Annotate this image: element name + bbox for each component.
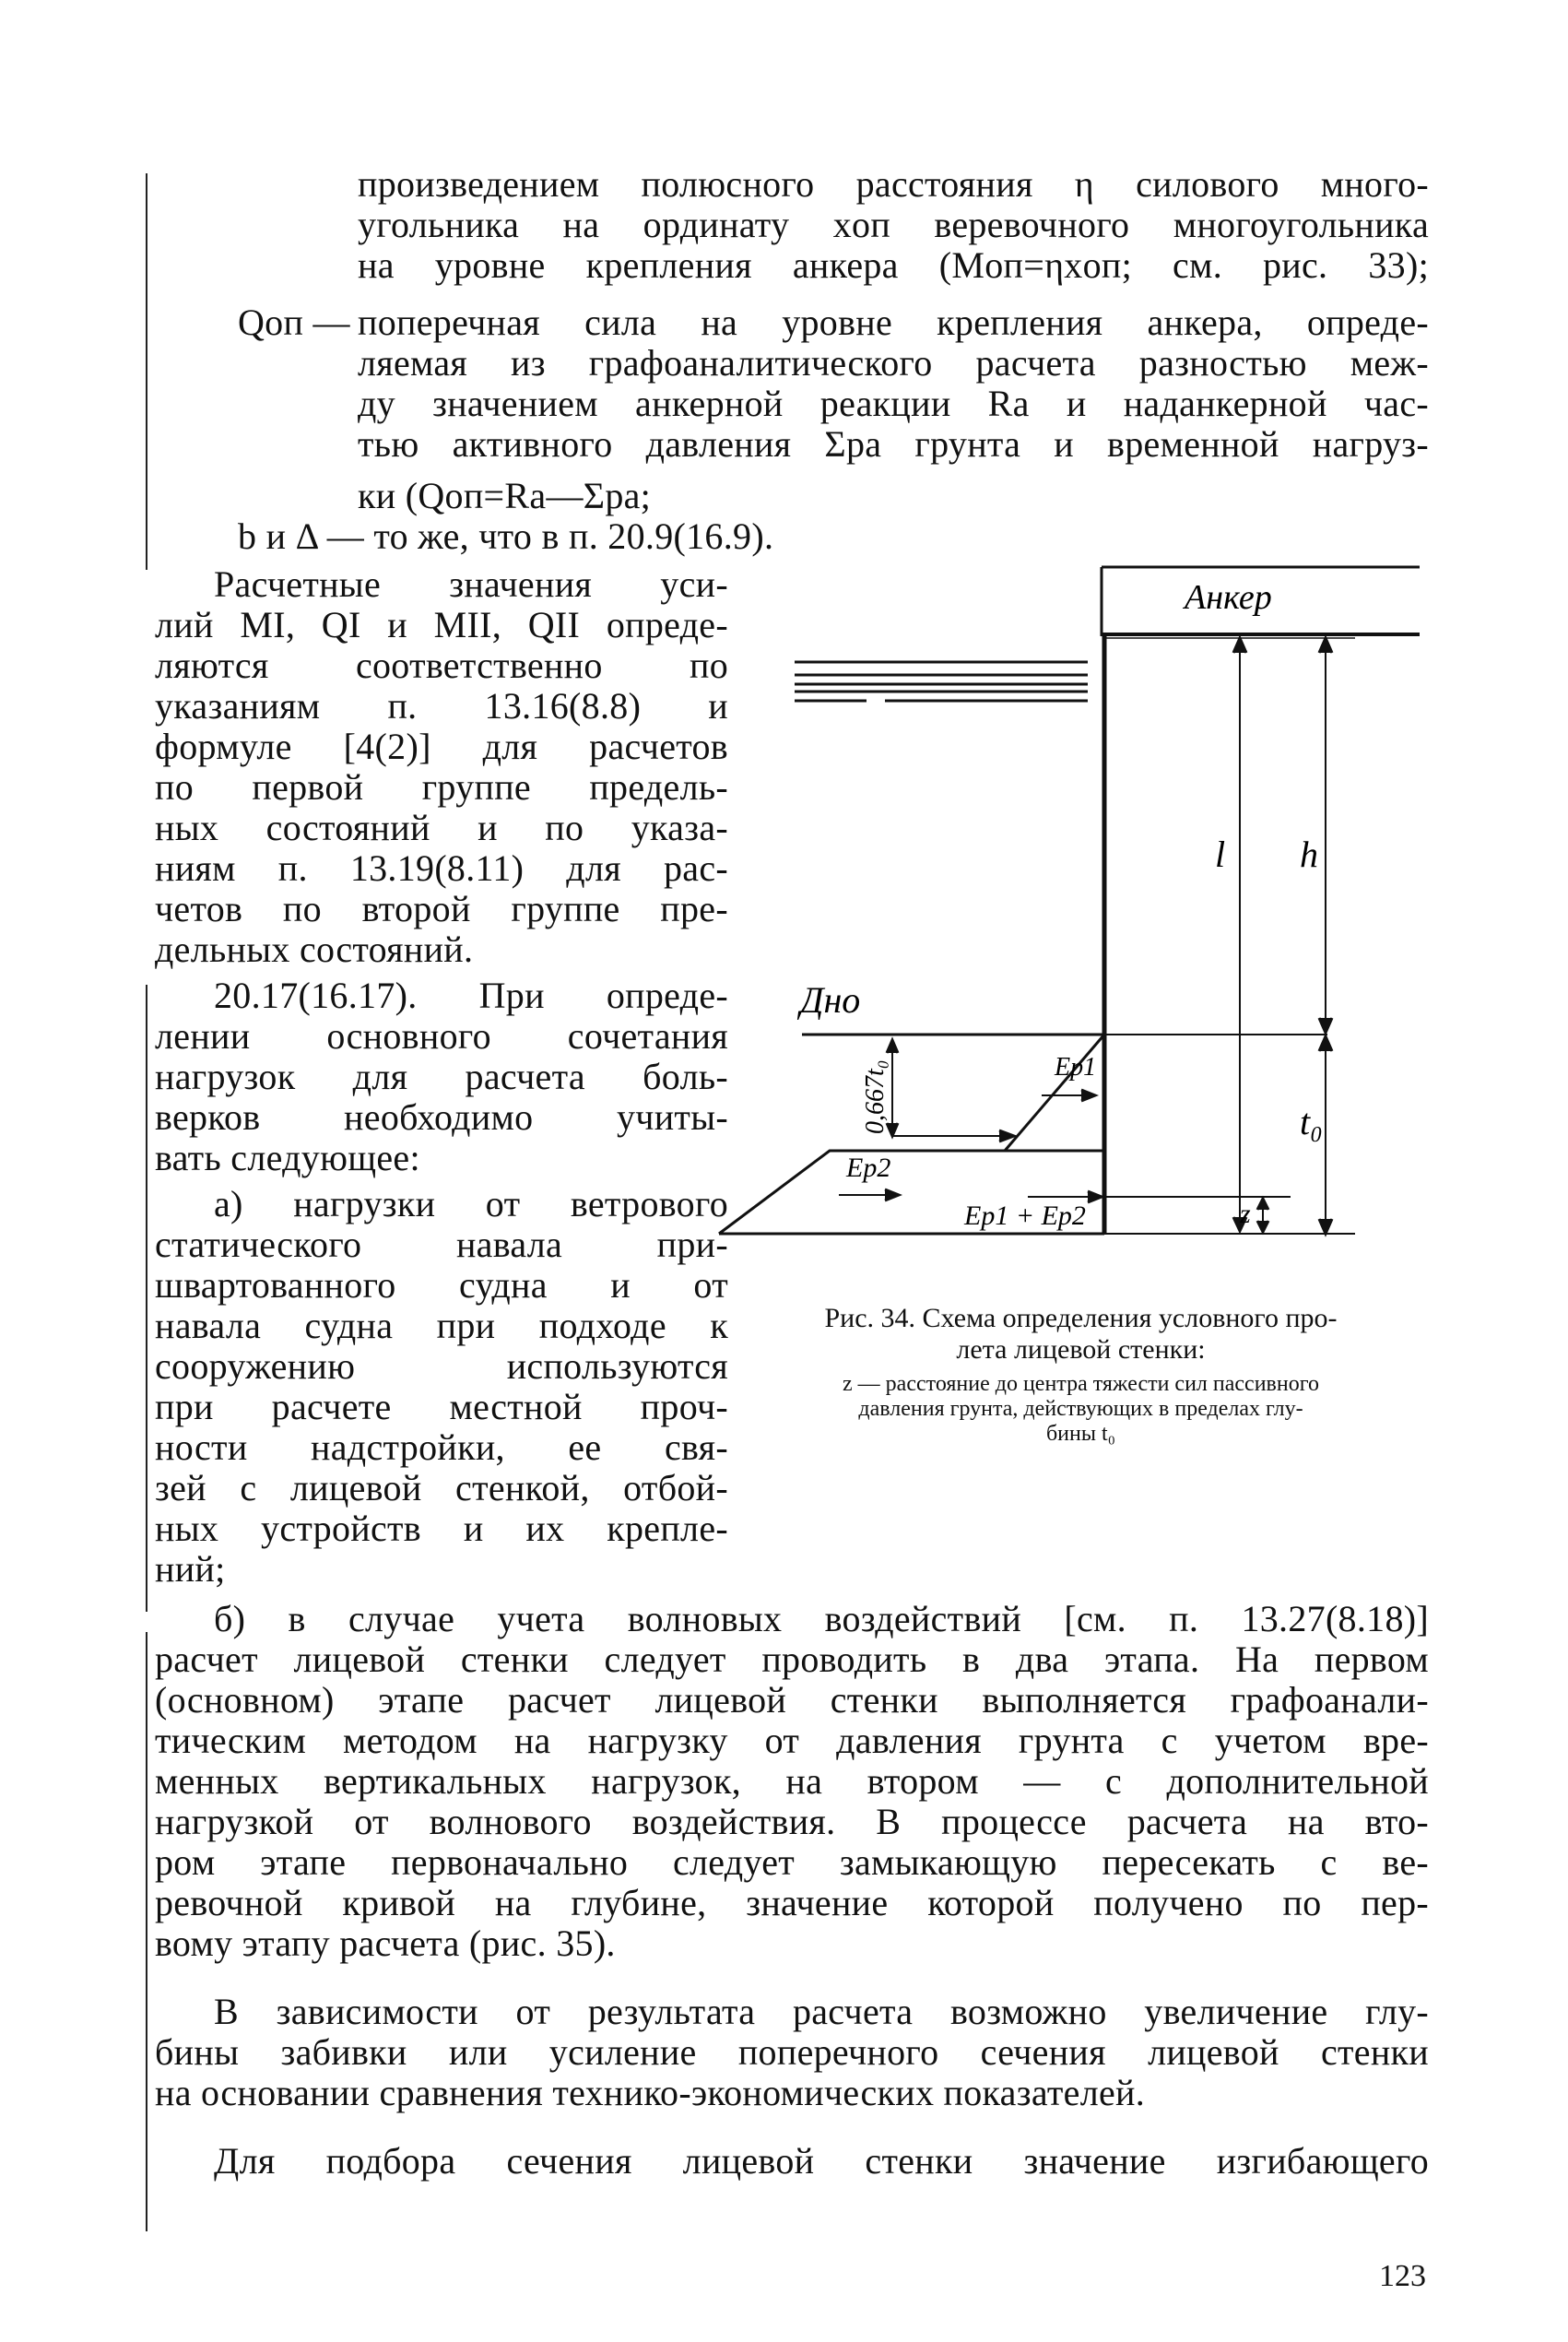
ep1-label: Ep1 <box>1055 1053 1097 1082</box>
bottom-line-6: нагрузкой от волнового воздействия. В процессе расчета на вто- <box>155 1801 1429 1842</box>
bottom-line-2: расчет лицевой стенки следует проводить в два этапа. На первом <box>155 1638 1429 1680</box>
left-line-14: верков необходимо учиты- <box>155 1096 728 1138</box>
bottom-label: Дно <box>800 979 861 1021</box>
left-line-11: 20.17(16.17). При опреде- <box>214 975 728 1016</box>
figure-caption-title-2: лета лицевой стенки: <box>956 1334 1206 1365</box>
b-delta-line: b и Δ — то же, что в п. 20.9(16.9). <box>238 515 774 557</box>
figure-caption-note-3: бины t₀ <box>1045 1422 1116 1446</box>
bottom-line-13: Для подбора сечения лицевой стенки значение изгибающего <box>214 2140 1429 2182</box>
z-label: z <box>1240 1199 1251 1229</box>
left-line-16: а) нагрузки от ветрового <box>214 1183 728 1224</box>
ep2-label: Ep2 <box>846 1153 891 1183</box>
left-line-12: лении основного сочетания <box>155 1015 728 1057</box>
left-line-19: навала судна при подходе к <box>155 1305 728 1346</box>
wall-span-diagram <box>710 553 1429 1272</box>
ep1-force-arrow <box>999 1130 1014 1141</box>
margin-bar-top <box>146 173 147 570</box>
qop-def-3: ду значением анкерной реакции Rа и наданкерной час- <box>358 383 1429 424</box>
top-line-1: произведением полюсного расстояния η силового много- <box>358 163 1429 205</box>
left-line-1: Расчетные значения уси- <box>214 563 728 605</box>
qop-def-1: поперечная сила на уровне крепления анкера, опреде- <box>358 302 1429 343</box>
bottom-line-9: вому этапу расчета (рис. 35). <box>155 1922 616 1964</box>
left-line-24: ных устройств и их крепле- <box>155 1508 728 1549</box>
left-line-7: ных состояний и по указа- <box>155 807 728 848</box>
ep1-arrow-head <box>1081 1090 1095 1101</box>
left-line-20: сооружению используются <box>155 1345 728 1387</box>
left-line-22: ности надстройки, ее свя- <box>155 1426 728 1468</box>
left-line-25: ний; <box>155 1548 226 1590</box>
t0-label: t₀ <box>1300 1101 1324 1142</box>
margin-bar-middle <box>146 985 147 1612</box>
figure-caption-title-1: Рис. 34. Схема определения условного про- <box>824 1303 1338 1333</box>
bottom-line-4: тическим методом на нагрузку от давления грунта с учетом вре- <box>155 1720 1429 1761</box>
qop-def-5: ки (Qоп=Rа—Σpa; <box>358 475 652 516</box>
left-line-21: при расчете местной проч- <box>155 1386 728 1427</box>
bottom-line-10: В зависимости от результата расчета возможно увеличение глу- <box>214 1991 1429 2032</box>
left-line-17: статического навала при- <box>155 1224 728 1265</box>
bottom-line-11: бины забивки или усиление поперечного сечения лицевой стенки <box>155 2031 1429 2073</box>
dim-h-arrow-bottom <box>1319 1018 1332 1033</box>
left-line-15: вать следующее: <box>155 1137 420 1178</box>
bottom-line-5: менных вертикальных нагрузок, на втором — с дополнительной <box>155 1760 1429 1802</box>
qop-def-2: ляемая из графоаналитического расчета разностью меж- <box>358 342 1429 384</box>
page-number: 123 <box>1379 2259 1426 2293</box>
qop-term: Qоп — <box>238 302 350 343</box>
left-line-2: лий MI, QI и MII, QII опреде- <box>155 604 728 645</box>
ep-sum-label: Ep1 + Ep2 <box>964 1201 1086 1231</box>
left-line-4: указаниям п. 13.16(8.8) и <box>155 685 728 727</box>
figure-caption-note-1: z — расстояние до центра тяжести сил пассивного <box>843 1372 1319 1396</box>
left-line-13: нагрузок для расчета боль- <box>155 1056 728 1097</box>
top-line-2: угольника на ординату xоп веревочного многоугольника <box>358 204 1429 245</box>
dim-z-arrow-top <box>1257 1199 1268 1210</box>
left-line-8: ниям п. 13.19(8.11) для рас- <box>155 847 728 889</box>
margin-bar-bottom <box>146 1632 147 2231</box>
anchor-label: Анкер <box>1185 578 1272 617</box>
sum-arrow-head <box>1088 1191 1102 1202</box>
t0-frac-label: 0,667t₀ <box>861 1059 890 1134</box>
left-line-23: зей с лицевой стенкой, отбой- <box>155 1467 728 1508</box>
dim-t0-arrow-bottom <box>1319 1219 1332 1234</box>
left-line-9: четов по второй группе пре- <box>155 888 728 929</box>
figure-caption-note-2: давления грунта, действующих в пределах глу- <box>858 1397 1303 1421</box>
bottom-line-12: на основании сравнения технико-экономических показателей. <box>155 2072 1146 2113</box>
qop-def-4: тью активного давления Σpa грунта и временной нагруз- <box>358 423 1429 465</box>
bottom-line-3: (основном) этапе расчет лицевой стенки выполняется графоанали- <box>155 1679 1429 1721</box>
bottom-line-1: б) в случае учета волновых воздействий [см. п. 13.27(8.18)] <box>214 1598 1429 1639</box>
dim-h-arrow-top <box>1319 638 1332 653</box>
dim-z-arrow-bottom <box>1257 1221 1268 1232</box>
h-label: h <box>1300 834 1318 875</box>
left-line-5: формуле [4(2)] для расчетов <box>155 726 728 767</box>
left-line-3: ляются соответственно по <box>155 645 728 686</box>
ep2-arrow-head <box>885 1189 899 1201</box>
bottom-line-7: ром этапе первоначально следует замыкающую пересекать с ве- <box>155 1841 1429 1883</box>
dim-t0frac-arrow-top <box>887 1040 898 1053</box>
l-label: l <box>1215 834 1226 875</box>
left-line-18: швартованного судна и от <box>155 1264 728 1306</box>
dim-l-arrow-top <box>1233 638 1246 653</box>
top-line-3: на уровне крепления анкера (Mоп=ηxоп; см. рис. 33); <box>358 244 1429 286</box>
bottom-line-8: ревочной кривой на глубине, значение которой получено по пер- <box>155 1882 1429 1923</box>
left-line-10: дельных состояний. <box>155 929 474 970</box>
dim-t0-arrow-top <box>1319 1036 1332 1051</box>
left-line-6: по первой группе предель- <box>155 766 728 808</box>
